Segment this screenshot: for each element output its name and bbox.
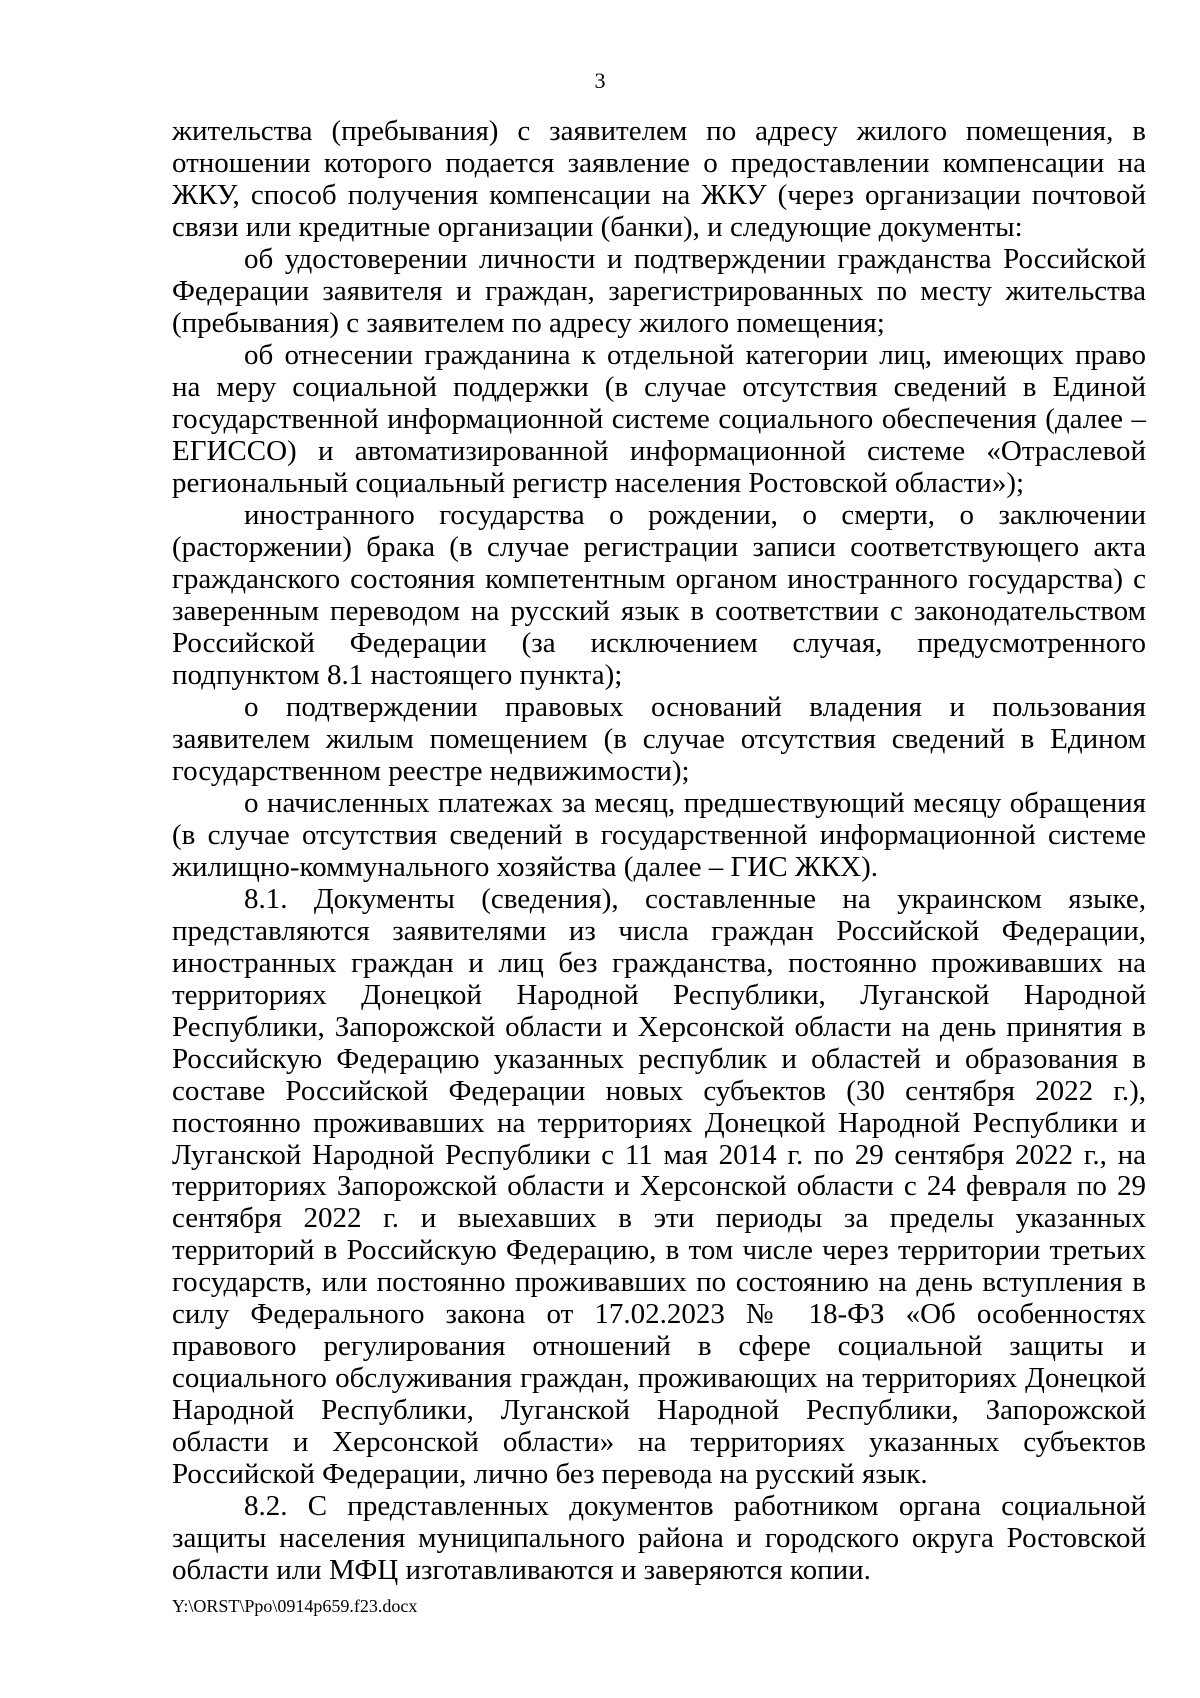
paragraph-payment-documents: о начисленных платежах за месяц, предшествующий месяцу обращения (в случае отсутствия сведений в государственной информационной системе жилищно-коммунального хозяйства (далее – ГИС ЖКХ).: [172, 786, 1146, 883]
paragraph-8-2: 8.2. С представленных документов работником органа социальной защиты населения муниципального района и городского округа Ростовской области или МФЦ изготавливаются и заверяются копии.: [172, 1490, 1146, 1587]
paragraph-foreign-state-documents: иностранного государства о рождении, о смерти, о заключении (расторжении) брака (в случае регистрации записи соответствующего акта гражданского состояния компетентным органом иностранного государства) с заверенным переводом на русский язык в соответствии с законодательством Российской Федерации (за исключением случая, предусмотренного подпунктом 8.1 настоящего пункта);: [172, 498, 1146, 691]
document-body: [172, 115, 1146, 1586]
paragraph-ownership-documents: о подтверждении правовых оснований владения и пользования заявителем жилым помещением (в случае отсутствия сведений в Едином государственном реестре недвижимости);: [172, 690, 1146, 787]
footer-file-path: Y:\ORST\Ppo\0914p659.f23.docx: [172, 1596, 418, 1616]
paragraph-identity-documents: об удостоверении личности и подтверждении гражданства Российской Федерации заявителя и граждан, зарегистрированных по месту жительства (пребывания) с заявителем по адресу жилого помещения;: [172, 242, 1146, 339]
paragraph-category-documents: об отнесении гражданина к отдельной категории лиц, имеющих право на меру социальной поддержки (в случае отсутствия сведений в Единой государственной информационной системе социального обеспечения (далее – ЕГИССО) и автоматизированной информационной системе «Отраслевой региональный социальный регистр населения Ростовской области»);: [172, 338, 1146, 499]
paragraph-residence-continuation: жительства (пребывания) с заявителем по адресу жилого помещения, в отношении которого подается заявление о предоставлении компенсации на ЖКУ, способ получения компенсации на ЖКУ (через организации почтовой связи или кредитные организации (банки), и следующие документы:: [172, 115, 1146, 243]
paragraph-8-1: 8.1. Документы (сведения), составленные на украинском языке, представляются заявителями из числа граждан Российской Федерации, иностранных граждан и лиц без гражданства, постоянно проживавших на территориях Донецкой Народной Республики, Луганской Народной Республики, Запорожской области и Херсонской области на день принятия в Российскую Федерацию указанных республик и областей и образования в составе Российской Федерации новых субъектов (30 сентября 2022 г.), постоянно проживавших на территориях Донецкой Народной Республики и Луганской Народной Республики с 11 мая 2014 г. по 29 сентября 2022 г., на территориях Запорожской области и Херсонской области с 24 февраля по 29 сентября 2022 г. и выехавших в эти периоды за пределы указанных территорий в Российскую Федерацию, в том числе через территории третьих государств, или постоянно проживавших по состоянию на день вступления в силу Федерального закона от 17.02.2023 № 18-ФЗ «Об особенностях правового регулирования отношений в сфере социальной защиты и социального обслуживания граждан, проживающих на территориях Донецкой Народной Республики, Луганской Народной Республики, Запорожской области и Херсонской области» на территориях указанных субъектов Российской Федерации, лично без перевода на русский язык.: [172, 882, 1146, 1491]
page-number: 3: [594, 68, 606, 93]
